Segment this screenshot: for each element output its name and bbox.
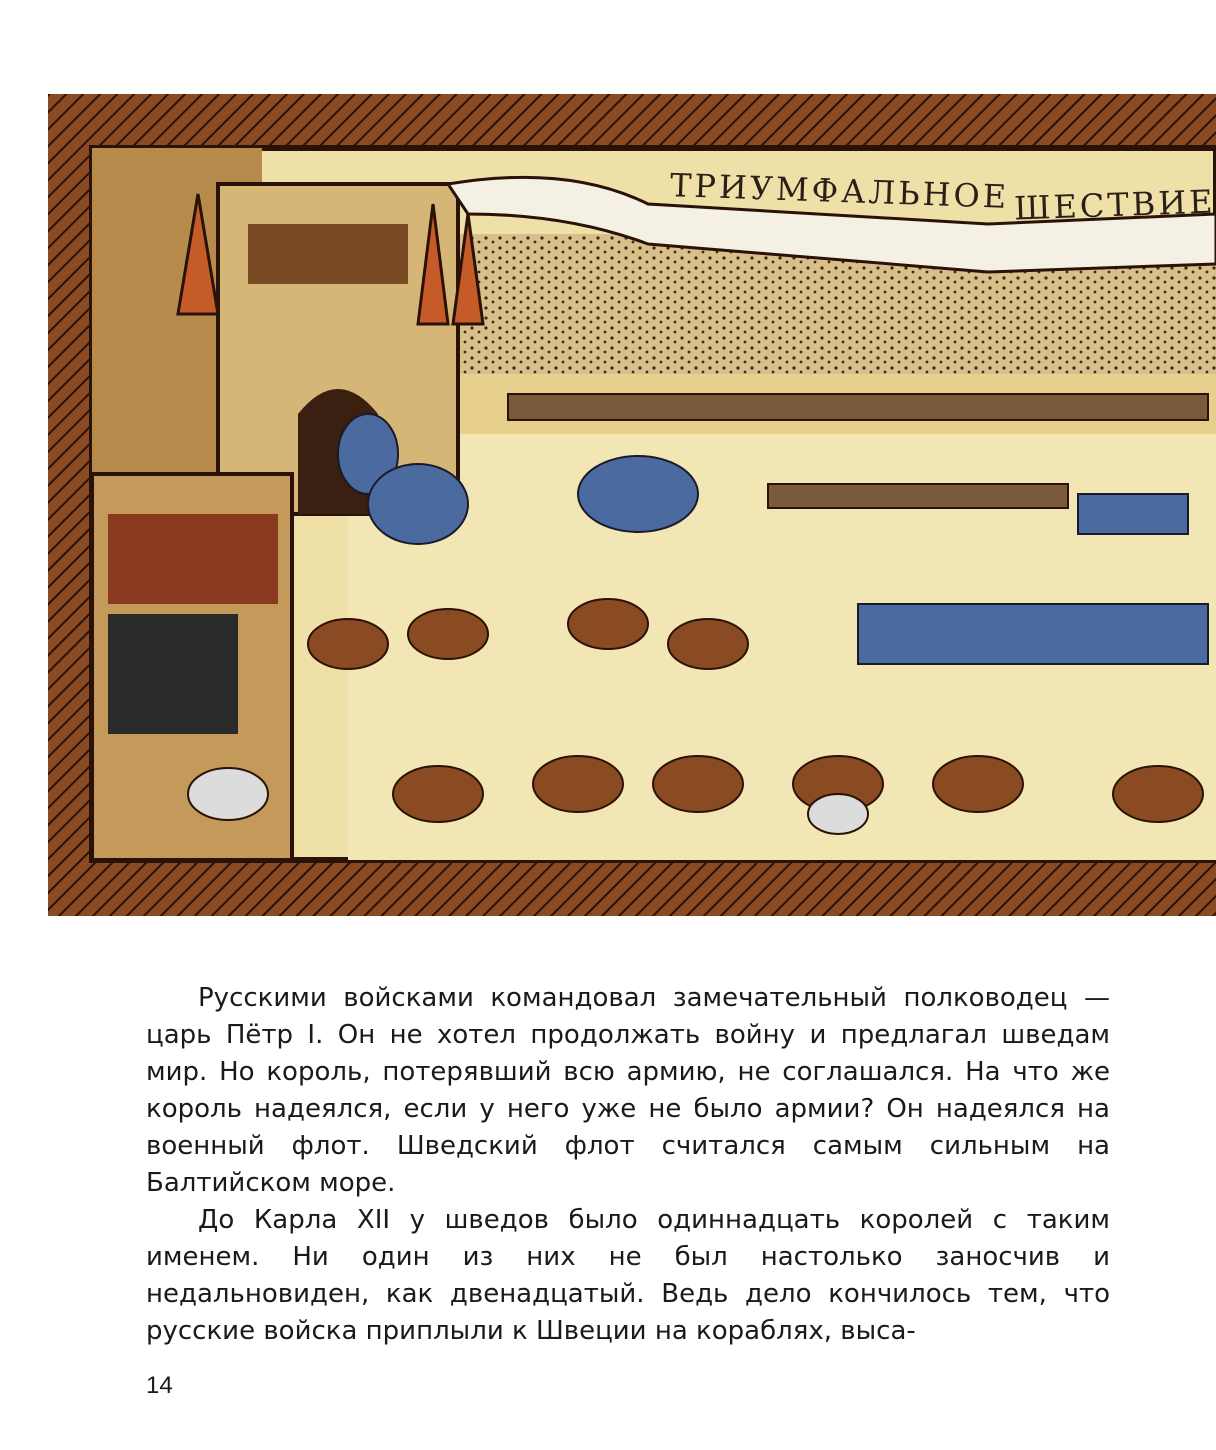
page-number: 14	[146, 1372, 173, 1399]
paragraph-2: До Карла XII у шведов было одиннадцать королей с таким именем. Ни один из них не был настолько заносчив и недальновиден, как двенадцатый. Ведь дело кончилось тем, что русские войска приплыли к Швеции на кораблях, выса-	[146, 1205, 1110, 1346]
banner-title-right: ШЕСТВИЕ	[1013, 182, 1216, 228]
triumphal-procession-illustration	[48, 94, 1216, 916]
paragraph-1: Русскими войсками командовал замечательный полководец — царь Пётр I. Он не хотел продолжать войну и предлагал шведам мир. Но король, потерявший всю армию, не соглашался. На что же король надеялся, если у него уже не было армии? Он надеялся на военный флот. Шведский флот считался самым сильным на Балтийском море.	[146, 983, 1110, 1198]
banner-title-left: ТРИУМФАЛЬНОЕ	[669, 166, 1010, 216]
body-text	[146, 980, 1110, 1350]
